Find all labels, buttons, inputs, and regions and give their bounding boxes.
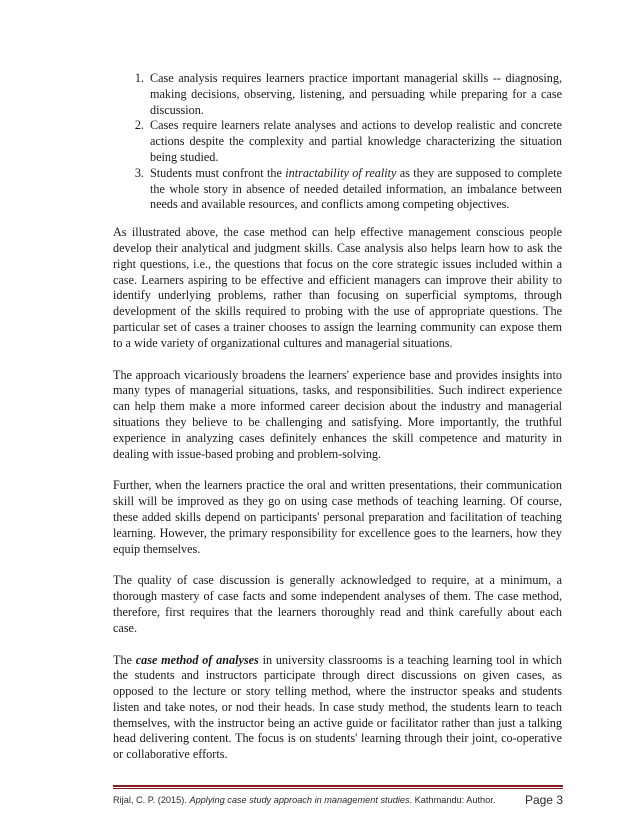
paragraph-text-start: The [113,652,136,667]
list-item-text-end: as they are supposed to complete the whole story in absence of needed detailed information, an imbalance between needs and available resources, and conflicts among competing objectives. [150,165,562,212]
list-item-text: Cases require learners relate analyses and actions to develop realistic and concrete actions despite the complexity and partial knowledge characterizing the situation being studied. [150,118,562,164]
page-body [113,71,562,779]
citation-title: Applying case study approach in management studies [189,795,410,805]
list-item-text: Case analysis requires learners practice important managerial skills -- diagnosing, making decisions, observing, listening, and persuading while preparing for a case discussion. [150,71,562,117]
list-item [147,118,562,165]
paragraph [113,653,562,764]
citation-publisher: . Kathmandu: Author. [409,795,496,805]
page-footer [113,793,563,809]
paragraph: As illustrated above, the case method can help effective management conscious people develop their analytical and judgment skills. Case analysis also helps learn how to ask the right questions, i.e., the questions that focus on the core strategic issues included within a case. Learners aspiring to be effective and efficient managers can improve their ability to identify underlying problems, rather than focusing on superficial symptoms, through development of the skills required to probing with the use of appropriate questions. The particular set of cases a trainer chooses to assign the learning community can expose them to a wide variety of organizational cultures and managerial situations. [113,225,562,350]
citation-authors: Rijal, C. P. (2015). [113,795,190,805]
footer-rule [113,788,563,789]
paragraph: The quality of case discussion is generally acknowledged to require, at a minimum, a thorough mastery of case facts and some independent analyses of them. The case method, therefore, first requires that the learners thoroughly read and think carefully about each case. [113,573,562,635]
page-number: Page 3 [524,793,563,807]
paragraph: The approach vicariously broadens the learners' experience base and provides insights into many types of managerial situations, tasks, and responsibilities. Such indirect experience can help them make a more informed career decision about the industry and managerial situations they believe to be challenging and satisfying. More importantly, the truthful experience in analyzing cases definitely enhances the skill competence and maturity in dealing with issue-based probing and problem-solving. [113,367,562,461]
paragraph: Further, when the learners practice the oral and written presentations, their communication skill will be improved as they go on using case methods of teaching learning. Of course, these added skills depend on participants' personal preparation and facilitation of teaching learning. However, the primary responsibility for excellence goes to the learners, how they equip themselves. [113,478,562,556]
footer-rule [113,785,563,787]
list-item [147,166,562,213]
list-item-text-start: Students must confront the [150,165,286,180]
bold-italic-term: case method of analyses [135,652,259,667]
numbered-list [113,71,562,213]
paragraph-text-end: in university classrooms is a teaching learning tool in which the students and instructors participate through direct discussions on given cases, as opposed to the lecture or story telling method, where the instructor speaks and students listen and take notes, or nod their heads. In case study method, the students learn to teach themselves, with the instructor being an active guide or facilitator rather than just a talking head delivering content. The focus is on students' learning through their joint, co-operative or collaborative efforts. [113,652,562,762]
list-item [147,71,562,118]
italic-phrase: intractability of reality [285,165,397,180]
footer-citation [113,795,495,805]
